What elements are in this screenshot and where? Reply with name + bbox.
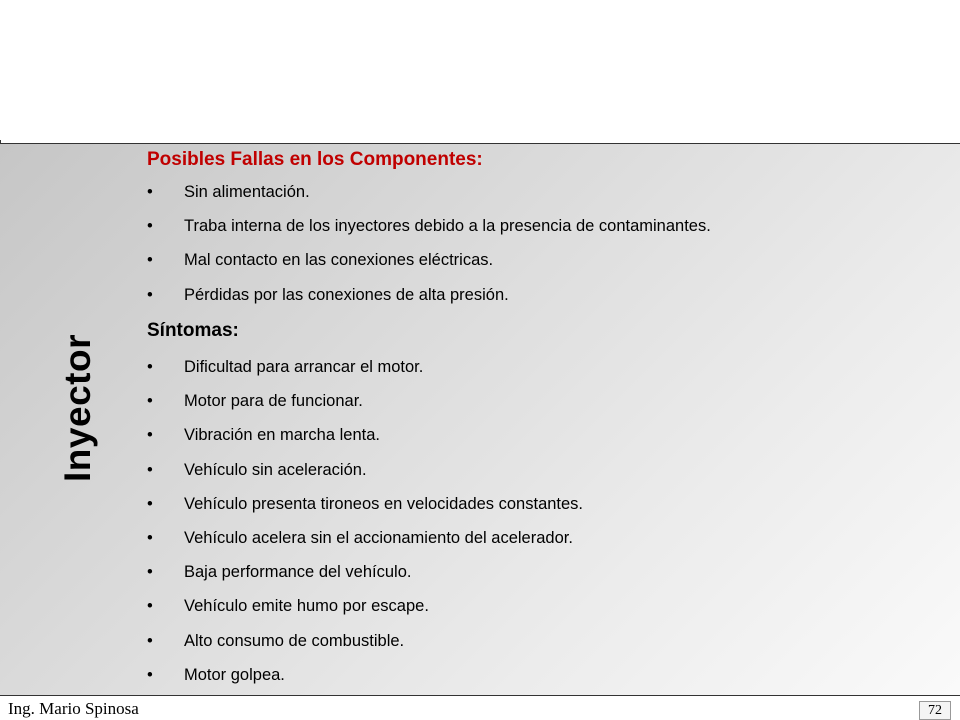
list-item-text: Vehículo acelera sin el accionamiento del acelerador. [184,528,573,547]
bullet-icon: • [147,494,153,513]
footer [0,696,960,720]
fallas-heading: Posibles Fallas en los Componentes: [147,149,483,170]
page-number: 72 [919,701,951,720]
bullet-icon: • [147,358,153,376]
list-item-text: Motor para de funcionar. [184,392,363,411]
bullet-icon: • [147,460,153,479]
list-item-text: Alto consumo de combustible. [184,631,405,650]
sintomas-heading: Síntomas: [147,320,239,341]
side-title: Inyector [57,334,98,482]
list-item-text: Baja performance del vehículo. [184,563,412,582]
footer-author: Ing. Mario Spinosa [8,699,139,718]
list-item-text: Mal contacto en las conexiones eléctricas. [184,251,494,270]
bullet-icon: • [147,597,153,616]
list-item-text: Motor golpea. [184,665,285,684]
bullet-icon: • [147,285,153,304]
bullet-icon: • [147,251,153,270]
bullet-icon: • [147,217,153,236]
list-item-text: Vehículo presenta tironeos en velocidades constantes. [184,494,584,513]
list-item-text: Vehículo sin aceleración. [184,460,367,479]
bullet-icon: • [147,631,153,650]
list-item-text: Pérdidas por las conexiones de alta presión. [184,285,509,304]
bullet-icon: • [147,563,153,582]
slide-header-area [0,0,960,143]
bullet-icon: • [147,392,153,411]
bullet-icon: • [147,528,153,547]
list-item-text: Vehículo emite humo por escape. [184,597,429,616]
list-item-text: Traba interna de los inyectores debido a la presencia de contaminantes. [184,217,711,236]
bullet-icon: • [147,665,153,684]
list-item-text: Sin alimentación. [184,183,310,201]
bullet-icon: • [147,183,153,201]
bullet-icon: • [147,426,153,445]
list-item-text: Vibración en marcha lenta. [184,426,380,445]
list-item-text: Dificultad para arrancar el motor. [184,358,424,376]
